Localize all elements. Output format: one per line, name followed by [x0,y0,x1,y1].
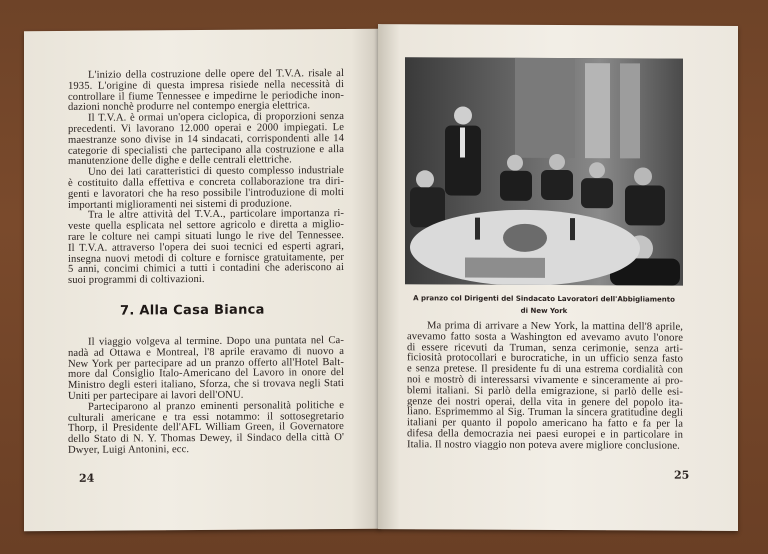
text-line: suoi programmi di coltivazioni. [68,274,205,287]
chapter-heading: 7. Alla Casa Bianca [120,302,265,319]
text-line: importanti miglioramenti nei sistemi di produzione. [68,197,292,211]
text-line: Ma prima di arrivare a New York, la mattina dell'8 aprile, [427,320,683,333]
left-text-block-2 [68,336,344,457]
text-line: Uniti per partecipare ai lavori dell'ONU. [68,389,244,402]
page-number-left: 24 [79,471,95,485]
text-line: Il viaggio volgeva al termine. Dopo una puntata nel Ca- [88,335,344,348]
text-line: Dwyer, Luigi Antonini, ecc. [68,444,190,456]
text-line: L'inizio della costruzione delle opere del T.V.A. risale al [88,68,344,81]
text-line: Il T.V.A. attraverso l'opera dei suoi tecnici ed esperti agrari, [68,240,344,254]
text-line: Il T.V.A. è ormai un'opera ciclopica, di proporzioni senza [88,111,344,124]
text-line: Tra le altre attività del T.V.A., particolare importanza ri- [88,208,344,222]
text-line: insegna nuovi metodi di colture e fornisce gratuitamente, per [68,251,344,265]
text-line: veste quella esplicata nel settore agricolo e diretta a miglio- [68,219,344,233]
photo-caption [398,292,690,318]
banquet-photo [405,57,683,285]
text-line: ficiosità protocollari e burocratiche, in un ufficio senza fasto [407,352,683,366]
caption-line: A pranzo col Dirigenti del Sindacato Lavoratori dell'Abbigliamento [413,294,675,304]
text-line: difesa della democrazia nei paesi europei e in particolare in [407,428,683,441]
text-line: maestranze sono divise in 14 sindacati, corrispondenti alle 14 [68,132,344,146]
text-line: genze dei nostri operai, della vita in genere del popolo ita- [407,395,683,409]
text-line: rare le colture nei campi situati lungo le rive del Tennessee. [68,229,344,243]
text-line: Parteciparono al pranzo eminenti personalità politiche e [88,399,344,413]
text-line: culturali americane e tra essi notammo: il sottosegretario [68,410,344,424]
text-line: 1935. L'origine di questa impresa risiede nella necessità di [68,78,344,92]
text-line: di essere ricevuti da Truman, senza cerimonie, senza arti- [407,341,683,355]
text-line: liano. Esprimemmo al Sig. Truman la sincera gratitudine degli [407,406,683,420]
banquet-photo-image [405,57,683,285]
text-line: noi e mostrò di interessarsi vivamente e sinceramente ai pro- [407,374,683,387]
text-line: nadà ad Ottawa e Montreal, l'8 aprile eravamo di nuovo a [68,345,344,359]
left-page [24,29,380,531]
left-text-block [68,69,344,287]
text-line: Uno dei lati caratteristici di questo complesso industriale [88,165,344,178]
text-line: Thorp, il Presidente dell'AFL William Green, il Governatore [68,421,344,435]
text-line: avevamo fatto sosta a Washington ed avevamo avuto l'onore [407,331,683,344]
text-line: more dal Consiglio Italo-Americano del Lavoro in onore del [68,367,344,381]
text-line: New York per partecipare ad un pranzo offerto all'Hotel Balt- [68,356,344,370]
text-line: blemi italiani. Si parlò della emigrazione, si parlò delle esi- [407,384,683,398]
text-line: categorie di specialisti che partecipano alla costruzione e alla [68,143,344,157]
right-page [378,24,738,531]
text-line: dello Stato di N. Y. Thomas Dewey, il Sindaco della città O' [68,432,344,446]
text-line: italiani per quanto il popolo americano ha fatto e fa per la [407,417,683,430]
text-line: 5 anni, concimi chimici a tutti i contadini che aderiscono ai [68,262,344,276]
right-text-block [407,321,683,452]
text-line: e senza pretese. Il presidente fu di una estrema cordialità con [407,363,683,376]
text-line: Ministro degli esteri italiano, Sforza, che si trovava negli Stati [68,378,344,392]
text-line: genti e lavoratori che ha reso possibile l'introduzione di molti [68,186,344,200]
page-number-right: 25 [674,468,690,482]
text-line: controllare il fiume Tennessee e impedirne le periodiche inon- [68,89,344,103]
text-line: precedenti. Vi lavorano 12.000 operai e 2000 impiegati. Le [68,121,344,135]
text-line: Italia. Il nostro viaggio non poteva avere migliore conclusione. [407,438,680,452]
text-line: dazioni nonchè produrre nel contempo energia elettrica. [68,100,311,114]
text-line: manutenzione delle dighe e delle centrali elettriche. [68,154,292,168]
text-line: è costituito dalla effettiva e concreta collaborazione tra diri- [68,175,344,189]
caption-line: di New York [520,306,568,316]
